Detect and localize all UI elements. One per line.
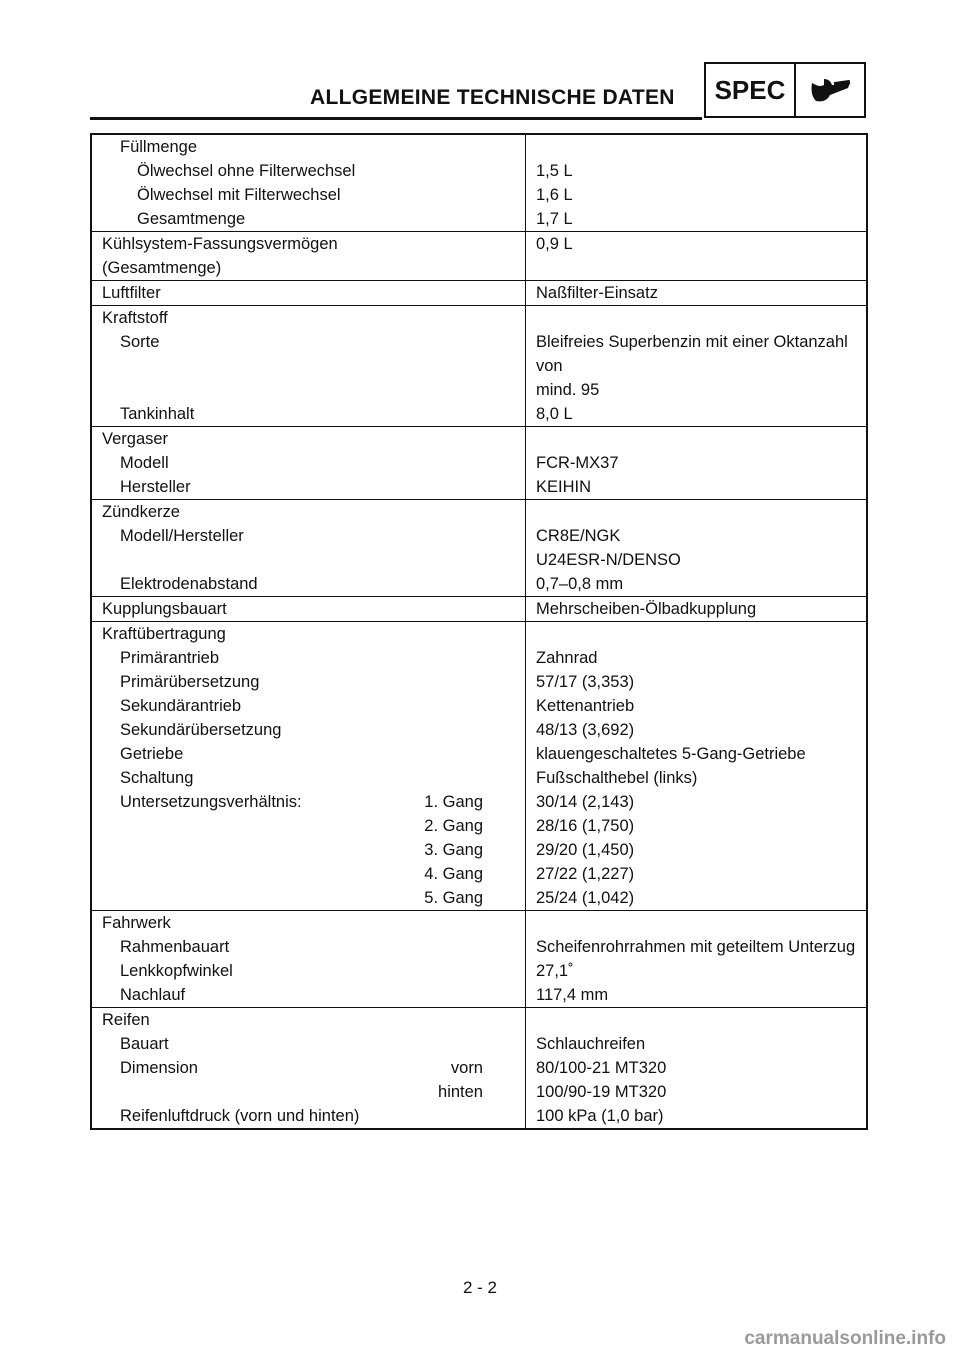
page-header-title: ALLGEMEINE TECHNISCHE DATEN xyxy=(310,86,675,109)
row-label: Sekundärantrieb xyxy=(91,694,526,718)
row-value: klauengeschaltetes 5-Gang-Getriebe xyxy=(536,745,806,763)
row-label: Nachlauf xyxy=(91,983,526,1008)
row-label: Füllmenge xyxy=(91,134,526,159)
row-value: Kettenantrieb xyxy=(536,697,635,715)
row-value: 57/17 (3,353) xyxy=(536,673,635,691)
row-value: 28/16 (1,750) xyxy=(536,817,635,835)
row-label-sub: 4. Gang xyxy=(424,865,483,883)
row-label-sub: hinten xyxy=(438,1083,483,1101)
row-label: Kraftübertragung xyxy=(91,622,526,647)
spec-badge xyxy=(704,62,866,118)
row-label: Vergaser xyxy=(91,427,526,452)
row-label xyxy=(91,790,526,814)
row-label: Modell/Hersteller xyxy=(91,524,526,548)
row-label-main: Untersetzungsverhältnis: xyxy=(120,793,302,811)
row-label: Primärantrieb xyxy=(91,646,526,670)
spec-label: SPEC xyxy=(706,64,796,116)
row-value: 1,5 L xyxy=(536,162,573,180)
row-label: Rahmenbauart xyxy=(91,935,526,959)
row-label: Reifenluftdruck (vorn und hinten) xyxy=(91,1104,526,1129)
row-value: 27,1˚ xyxy=(536,962,574,980)
row-label: Fahrwerk xyxy=(91,911,526,936)
wrench-icon xyxy=(796,64,864,116)
row-value: KEIHIN xyxy=(526,475,868,500)
row-value: 8,0 L xyxy=(526,402,868,427)
row-label-main: Dimension xyxy=(120,1059,198,1077)
row-label: Sekundärübersetzung xyxy=(91,718,526,742)
row-value: 0,9 L xyxy=(536,235,573,253)
row-value: 1,7 L xyxy=(526,207,868,232)
row-value: Schlauchreifen xyxy=(536,1035,646,1053)
row-label: Sorte xyxy=(91,330,526,378)
row-value: Naßfilter-Einsatz xyxy=(526,281,868,306)
row-label: Kupplungsbauart xyxy=(91,597,526,622)
row-value: 80/100-21 MT320 xyxy=(536,1059,667,1077)
row-value: FCR-MX37 xyxy=(536,454,619,472)
row-value: 100 kPa (1,0 bar) xyxy=(526,1104,868,1129)
row-label xyxy=(91,1056,526,1080)
row-label: Lenkkopfwinkel xyxy=(91,959,526,983)
row-label: Hersteller xyxy=(91,475,526,500)
row-label-sub: 2. Gang xyxy=(424,817,483,835)
row-label-sub: 3. Gang xyxy=(424,841,483,859)
row-label: Getriebe xyxy=(91,742,526,766)
row-label-sub: 5. Gang xyxy=(424,889,483,907)
header-rule xyxy=(90,117,702,120)
row-label: Ölwechsel ohne Filterwechsel xyxy=(91,159,526,183)
spec-table xyxy=(90,133,868,1130)
row-label: Kühlsystem-Fassungsvermögen xyxy=(91,232,526,257)
row-value: 27/22 (1,227) xyxy=(536,865,635,883)
row-value: Scheifenrohrrahmen mit geteiltem Unterzug xyxy=(536,938,856,956)
row-value: 25/24 (1,042) xyxy=(526,886,868,911)
row-value: U24ESR-N/DENSO xyxy=(536,551,681,569)
row-value: CR8E/NGK xyxy=(536,527,621,545)
row-label: Primärübersetzung xyxy=(91,670,526,694)
row-value: mind. 95 xyxy=(536,381,600,399)
row-value: Zahnrad xyxy=(536,649,598,667)
row-label: Kraftstoff xyxy=(91,306,526,331)
row-value: Fußschalthebel (links) xyxy=(536,769,698,787)
row-label: Luftfilter xyxy=(91,281,526,306)
page-number: 2 - 2 xyxy=(462,1278,498,1297)
row-value: Mehrscheiben-Ölbadkupplung xyxy=(526,597,868,622)
row-value: 30/14 (2,143) xyxy=(536,793,635,811)
row-value: Bleifreies Superbenzin mit einer Oktanzahl von xyxy=(536,333,848,375)
row-label-sub: 1. Gang xyxy=(424,793,483,811)
row-label: Schaltung xyxy=(91,766,526,790)
row-label: Bauart xyxy=(91,1032,526,1056)
row-label: Elektrodenabstand xyxy=(91,572,526,597)
row-label: Zündkerze xyxy=(91,500,526,525)
row-value: 1,6 L xyxy=(536,186,573,204)
row-value: 0,7–0,8 mm xyxy=(526,572,868,597)
row-value: 100/90-19 MT320 xyxy=(536,1083,667,1101)
row-label: Ölwechsel mit Filterwechsel xyxy=(91,183,526,207)
row-label: Reifen xyxy=(91,1008,526,1033)
watermark: carmanualsonline.info xyxy=(744,1328,946,1349)
row-value: 117,4 mm xyxy=(526,983,868,1008)
row-label: Modell xyxy=(91,451,526,475)
row-label: (Gesamtmenge) xyxy=(91,256,526,281)
row-value: 29/20 (1,450) xyxy=(536,841,635,859)
row-label-sub: vorn xyxy=(450,1059,483,1077)
row-label: Tankinhalt xyxy=(91,402,526,427)
row-value: 48/13 (3,692) xyxy=(536,721,635,739)
row-label: Gesamtmenge xyxy=(91,207,526,232)
